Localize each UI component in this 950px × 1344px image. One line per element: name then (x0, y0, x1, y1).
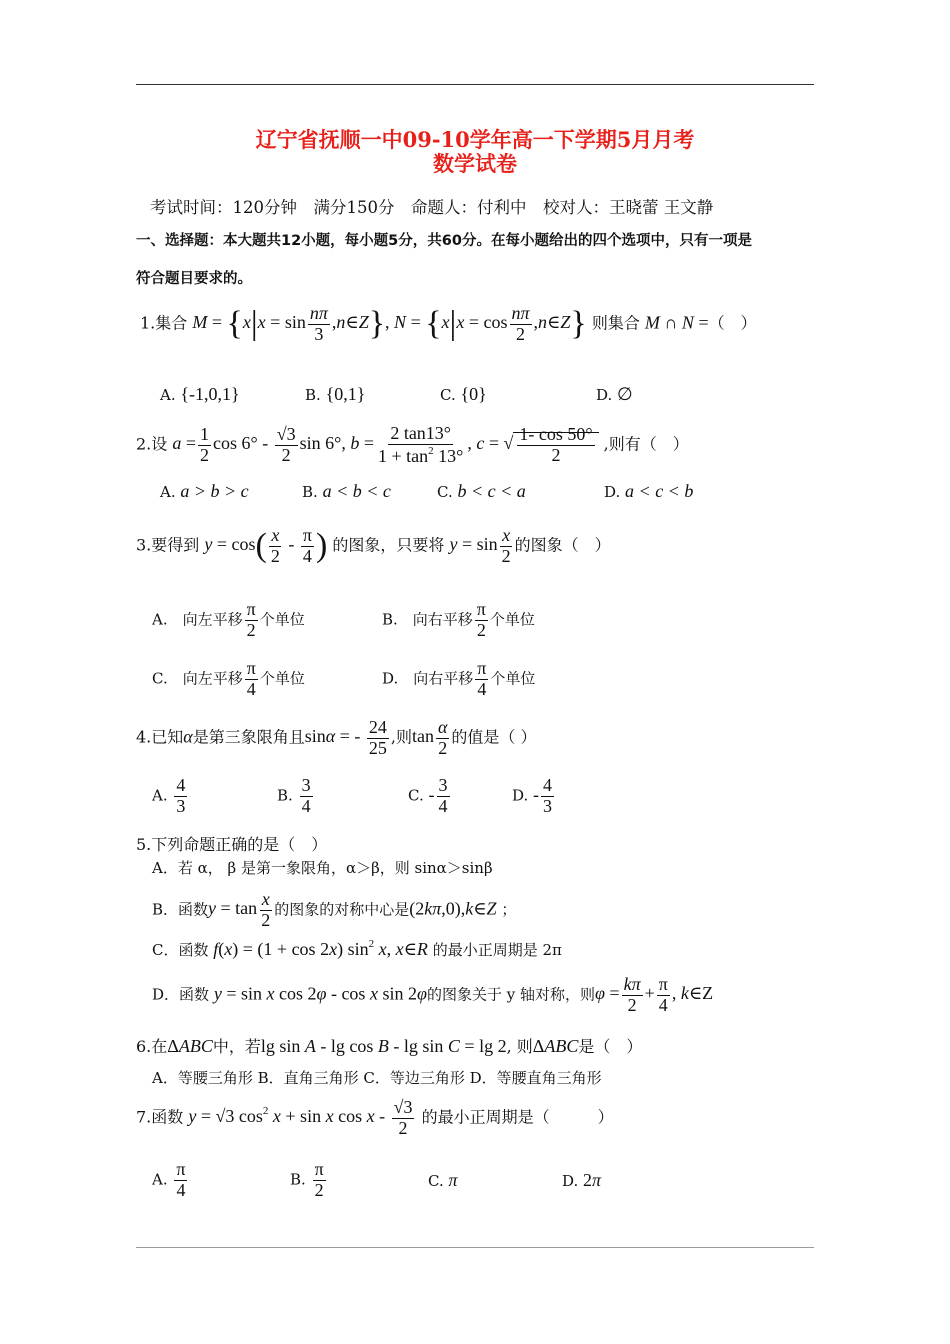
page-subtitle: 数学试卷 (433, 151, 517, 176)
q6-tail2: 是（ ） (578, 1037, 643, 1056)
q5-option-b: B．函数y = tan $\frac{x}{2}$ 的图象的对称中心是(2kπ,0),k∈Z ； (152, 889, 517, 930)
q7-formula: y = √3 $\cos^2 x + \sin x$ cos x - $\frac{√3}{2}$ (188, 1097, 413, 1138)
q5-option-c-label: C．函数 (152, 941, 209, 959)
q2-option-d: D. (604, 483, 621, 501)
question-3 (136, 526, 611, 567)
q3-option-b: B. 向右平移 $\frac{\pi}{2}$ 个单位 (382, 599, 535, 640)
q4-option-d: D. (512, 786, 529, 805)
q6-formula: lg sin A - lg cos B - lg sin C = lg 2 (260, 1036, 507, 1056)
q1-stem: 集合 (155, 313, 188, 333)
q6-mid: 中，若 (212, 1037, 261, 1056)
question-4 (136, 718, 537, 759)
q2-option-b: B. (302, 483, 318, 501)
q3-tail: 的图象（ ） (514, 535, 611, 555)
q4-formula-2: tan $\frac{\alpha}{2}$ (411, 717, 448, 758)
q2-option-c: C. (437, 483, 453, 501)
q3-option-b-unit: 个单位 (489, 610, 535, 629)
section-heading: 一、选择题：本大题共12小题，每小题5分，共60分。在每小题给出的四个选项中，只有一项是 (136, 233, 752, 249)
question-5 (136, 832, 327, 855)
q5-option-d-label: D．函数 (152, 985, 210, 1004)
q1-paren: （ ） (708, 313, 757, 333)
q1-option-b: B. (305, 386, 321, 404)
q5-option-d-tail: 的图象关于 y 轴对称，则 (426, 985, 595, 1004)
q4-stem: 已知 (151, 727, 184, 747)
q4-alpha: α (183, 726, 193, 747)
q7-stem: 函数 (151, 1107, 184, 1127)
q4-option-c: C. (408, 786, 424, 805)
bottom-rule (136, 1247, 814, 1248)
q1-option-d: D. (596, 386, 613, 404)
q2-option-a: A. (160, 483, 176, 501)
q3-option-a: A. 向左平移 $\frac{\pi}{2}$ 个单位 (152, 599, 305, 640)
q7-option-d: D. (562, 1172, 579, 1190)
q4-formula-1: sinα = - $\frac{24}{25}$ (304, 717, 387, 758)
q7-option-b: B. (290, 1170, 306, 1189)
q6-options: A．等腰三角形 B．直角三角形 C．等边三角形 D．等腰直角三角形 (152, 1069, 602, 1087)
q3-formula-2: y = sin $\frac{x}{2}$ (449, 525, 511, 566)
q5-option-d (152, 975, 713, 1016)
q5-option-b-label: B．函数 (152, 900, 209, 919)
q5-option-a: A．若 α， β 是第一象限角，α＞β，则 sinα＞sinβ (152, 859, 493, 877)
q5-option-c-formula: f(x) = (1 + cos 2x) $\sin^2 x$, x∈R (213, 938, 428, 959)
q3-mid: 的图象，只要将 (332, 535, 445, 555)
q1-option-a: A. (160, 386, 176, 404)
top-rule (136, 84, 814, 85)
page-title: 辽宁省抚顺一中09-10学年高一下学期5月月考 (255, 127, 695, 152)
q3-option-c-label: C. 向左平移 (152, 669, 243, 688)
q4-number: 4. (136, 727, 152, 747)
question-2 (136, 424, 689, 467)
q5-stem: 下列命题正确的是（ ） (151, 835, 328, 854)
section-heading-cont: 符合题目要求的。 (136, 271, 252, 287)
q3-option-d-unit: 个单位 (490, 669, 536, 688)
q7-number: 7. (136, 1107, 152, 1127)
q7-option-a: A. (152, 1170, 168, 1189)
q3-stem: 要得到 (151, 535, 200, 555)
q3-option-a-unit: 个单位 (259, 610, 305, 629)
q6-triangle: ΔABC (167, 1036, 213, 1056)
q7-tail: 的最小正周期是（ ） (421, 1107, 614, 1127)
q4-option-a: A. (152, 786, 168, 805)
exam-info: 考试时间：120分钟 满分150分 命题人：付利中 校对人：王晓蕾 王文静 (150, 198, 714, 217)
q6-number: 6. (136, 1037, 152, 1056)
q4-mid: 是第三象限角且 (192, 727, 305, 747)
q4-tail: 的值是（ ） (451, 727, 537, 747)
q5-number: 5. (136, 835, 152, 854)
q6-stem: 在 (151, 1037, 168, 1056)
q2-formula: a = $\frac{1}{2}$ cos 6° - $\frac{√3}{2}$ sin 6°, b = $\frac{2 \tan 13^\circ}{1 + \tan^2 13^\circ}$ , c = √ $\frac{1- \cos 50^\circ}{2}$ (172, 433, 598, 453)
q3-number: 3. (136, 535, 152, 555)
q1-formula: M = {x|x = sin $\frac{n\pi}{3}$ ,n∈Z}, N = {x|x = cos $\frac{n\pi}{2}$ ,n∈Z} (192, 303, 587, 344)
q2-tail: ,则有（ ） (603, 434, 689, 454)
q1-number: 1. (140, 313, 156, 333)
q2-stem: 设 (151, 434, 168, 454)
q5-option-b-formula: y = tan $\frac{x}{2}$ (208, 889, 271, 930)
q7-option-c: C. (428, 1172, 444, 1190)
question-6 (136, 1034, 642, 1057)
q5-option-c-tail: 的最小正周期是 2π (432, 941, 562, 959)
q4-mid2: ,则 (390, 727, 412, 747)
q3-option-a-label: A. 向左平移 (152, 610, 243, 629)
q3-option-c: C. 向左平移 $\frac{\pi}{4}$ 个单位 (152, 658, 305, 699)
q6-tail: , 则 (506, 1037, 533, 1056)
q3-option-d: D. 向右平移 $\frac{\pi}{4}$ 个单位 (382, 658, 536, 699)
q5-option-d-formula: y = sin x cos 2φ - cos x sin 2φ (213, 983, 427, 1004)
q3-option-c-unit: 个单位 (259, 669, 305, 688)
q5-option-d-answer: φ = $\frac{k\pi}{2}$ + $\frac{\pi}{4}$ , k∈Z (594, 974, 714, 1015)
q2-number: 2. (136, 434, 152, 454)
q5-option-c (152, 938, 562, 960)
q1-target: M ∩ N = (644, 312, 709, 333)
q5-option-b-center: (2kπ,0),k∈Z (409, 898, 497, 919)
q3-formula-1: y = cos( $\frac{x}{2}$ - $\frac{\pi}{4}$ ) (204, 525, 328, 566)
question-7 (136, 1098, 614, 1139)
q4-option-b: B. (277, 786, 293, 805)
q1-option-c: C. (440, 386, 456, 404)
q5-option-b-tail: 的图象的对称中心是 (274, 900, 410, 919)
question-1 (140, 304, 757, 345)
q6-triangle-2: ΔABC (532, 1036, 579, 1056)
q3-option-b-label: B. 向右平移 (382, 610, 473, 629)
q3-option-d-label: D. 向右平移 (382, 669, 474, 688)
q1-tail: 则集合 (591, 313, 640, 333)
